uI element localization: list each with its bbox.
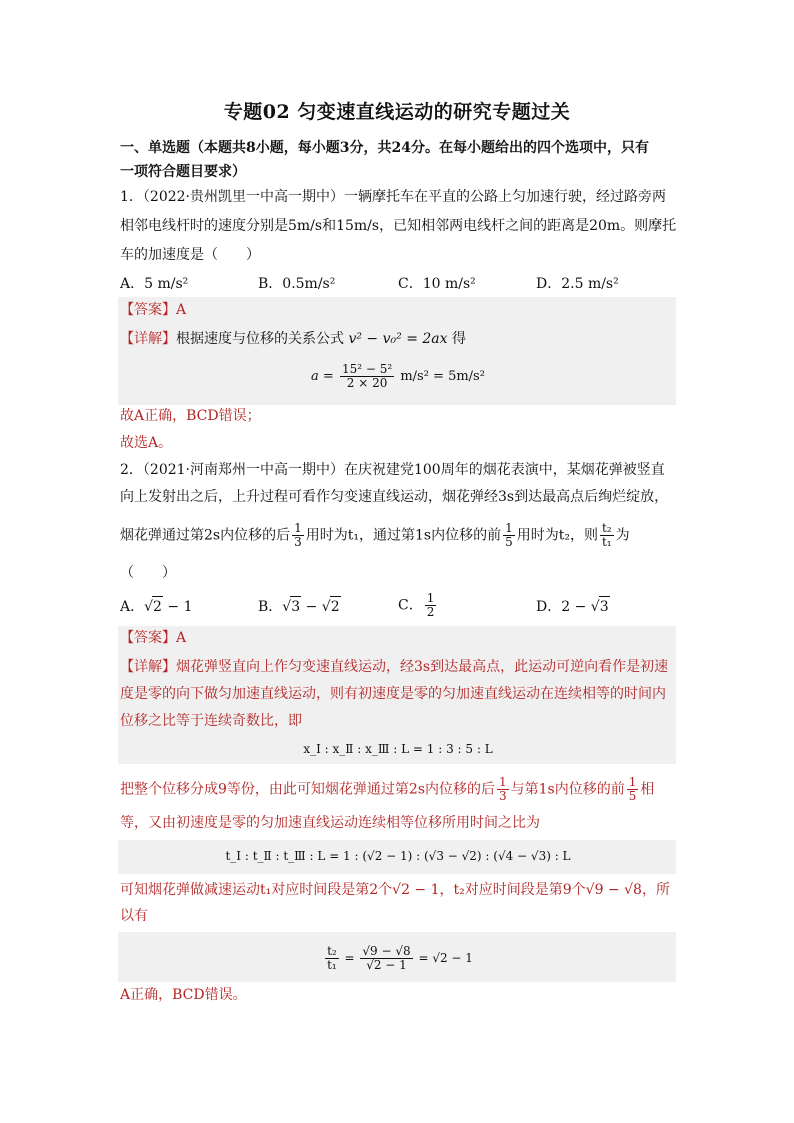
- q1-line2: 相邻电线杆时的速度分别是5m/s和15m/s，已知相邻两电线杆之间的距离是20m。则摩托: [120, 218, 677, 234]
- q1-calc-den: 2 × 20: [346, 376, 388, 390]
- q2-frac-fifth: [503, 522, 515, 549]
- q2-option-c-frac: [425, 592, 437, 619]
- q2-option-c-prefix: C．: [398, 597, 423, 614]
- q2-final-t-den: t₁: [327, 958, 337, 972]
- page-title: 专题02 匀变速直线运动的研究专题过关: [223, 101, 571, 123]
- q2-conclusion: A正确，BCD错误。: [120, 987, 247, 1003]
- q2-line3-b: 用时为t₁，通过第1s内位移的前: [305, 527, 502, 544]
- q2-detail-7: 以有: [120, 908, 148, 924]
- q2-detail-2: 度是零的向下做匀加速直线运动，则有初速度是零的匀加速直线运动在连续相等的时间内: [120, 686, 666, 702]
- q2-detail-frac-fifth-num: 1: [628, 775, 637, 789]
- q1-answer: 【答案】A: [120, 302, 187, 318]
- q2-line3: [120, 522, 676, 549]
- q2-detail-frac-fifth: [627, 776, 639, 803]
- q2-detail-4c: 相: [640, 781, 655, 798]
- q2-detail-1: [120, 657, 676, 677]
- q2-answer: 【答案】A: [120, 630, 187, 646]
- q2-ratio-t: t_Ⅰ : t_Ⅱ : t_Ⅲ : L = 1 : (√2 − 1) : (√3 − √2) : (√4 − √3) : L: [225, 849, 571, 863]
- q1-calc-fraction: [340, 363, 394, 390]
- q2-frac-t-den: t₁: [601, 535, 612, 549]
- q2-frac-third: [292, 522, 304, 549]
- q2-option-a-root: 2: [152, 596, 163, 617]
- q2-detail-1-text: 烟花弹竖直向上作匀变速直线运动，经3s到达最高点，此运动可逆向看作是初速: [176, 659, 669, 675]
- q2-line3-a: 烟花弹通过第2s内位移的后: [120, 527, 291, 544]
- q2-detail-frac-fifth-den: 5: [628, 789, 637, 803]
- q1-detail-formula: v² − v₀² = 2ax: [348, 331, 448, 347]
- q1-calc-lhs: a =: [311, 369, 334, 384]
- q2-option-a-tail: − 1: [162, 599, 193, 615]
- q1-option-d: D．2.5 m/s²: [536, 276, 619, 292]
- q2-option-b-root1: 3: [290, 596, 301, 617]
- q2-detail-frac-third-num: 1: [499, 775, 507, 789]
- q2-line3-d: 为: [615, 527, 630, 544]
- q2-detail-frac-third: [497, 776, 509, 803]
- q1-option-b: B．0.5m/s²: [258, 276, 336, 292]
- q2-detail-4: [120, 776, 676, 803]
- section-heading-line2: 一项符合题目要求）: [120, 164, 246, 180]
- q2-line2: 向上发射出之后，上升过程可看作匀变速直线运动，烟花弹经3s到达最高点后绚烂绽放，: [120, 489, 669, 505]
- q1-calc-num: 15² − 5²: [341, 362, 393, 376]
- q2-final-calc: $\frac{\text{t₂}}{\text{t₁}}$ = $\frac{√9 - √8}{√2 - 1}$ = √2 − 1: [327, 944, 473, 972]
- q1-detail-label: 【详解】: [120, 331, 176, 347]
- q1-option-c: C．10 m/s²: [398, 276, 476, 292]
- q2-detail-4b: 与第1s内位移的前: [510, 781, 625, 798]
- q2-option-a-prefix: A．: [120, 599, 145, 615]
- q1-detail-suffix: 得: [451, 331, 466, 347]
- q2-option-c-den: 2: [426, 605, 435, 619]
- q1-choose: 故选A。: [120, 435, 173, 451]
- q2-frac-t: [600, 522, 614, 549]
- q1-line3: 车的加速度是（ ）: [120, 247, 260, 263]
- q2-option-c: [398, 592, 438, 619]
- q1-line1: 1．（2022·贵州凯里一中高一期中）一辆摩托车在平直的公路上匀加速行驶，经过路旁两: [120, 189, 666, 205]
- q2-detail-5: 等，又由初速度是零的匀加速直线运动连续相等位移所用时间之比为: [120, 815, 540, 831]
- q1-detail: [120, 329, 676, 349]
- q2-final-frac-t: [325, 945, 339, 972]
- q2-frac-fifth-den: 5: [505, 535, 513, 549]
- q2-detail-4a: 把整个位移分成9等份，由此可知烟花弹通过第2s内位移的后: [120, 781, 495, 798]
- q2-frac-t-num: t₂: [601, 521, 612, 535]
- q2-option-b-root2: 2: [330, 596, 341, 617]
- q1-calc: [120, 363, 676, 390]
- q1-conclusion: 故A正确，BCD错误；: [120, 408, 261, 424]
- section-heading-line1: 一、单选题（本题共8小题，每小题3分，共24分。在每小题给出的四个选项中，只有: [120, 140, 649, 156]
- q1-option-a: A．5 m/s²: [120, 276, 189, 292]
- q2-detail-label: 【详解】: [120, 659, 176, 675]
- q2-final-den: √2 − 1: [366, 958, 407, 972]
- q2-ratio-x: x_Ⅰ : x_Ⅱ : x_Ⅲ : L = 1 : 3 : 5 : L: [303, 742, 493, 756]
- q2-detail-6: 可知烟花弹做减速运动t₁对应时间段是第2个√2 − 1，t₂对应时间段是第9个√9 − √8，所: [120, 882, 670, 898]
- q1-detail-text: 根据速度与位移的关系公式: [176, 331, 344, 347]
- q2-option-d-root: 3: [599, 596, 610, 617]
- q2-option-c-num: 1: [426, 591, 435, 605]
- q2-final-rhs: = √2 − 1: [418, 951, 473, 965]
- q2-option-d-prefix: D．2 −: [536, 599, 591, 615]
- q2-option-a: A．√2 − 1: [120, 596, 193, 617]
- q2-option-b-prefix: B．: [258, 599, 283, 615]
- q2-frac-fifth-num: 1: [505, 521, 513, 535]
- q2-line1: 2．（2021·河南郑州一中高一期中）在庆祝建党100周年的烟花表演中，某烟花弹被竖直: [120, 462, 665, 478]
- q2-frac-third-num: 1: [294, 521, 302, 535]
- q1-calc-rhs: m/s² = 5m/s²: [400, 369, 485, 384]
- q2-final-frac: [360, 945, 412, 972]
- q2-option-b-mid: −: [301, 599, 322, 615]
- q2-detail-frac-third-den: 3: [499, 789, 507, 803]
- q2-option-b: B．√3 − √2: [258, 596, 341, 617]
- q2-line3-c: 用时为t₂，则: [516, 527, 598, 544]
- q2-detail-3: 位移之比等于连续奇数比，即: [120, 713, 302, 729]
- q2-final-num: √9 − √8: [362, 944, 411, 958]
- q2-final-t-num: t₂: [327, 944, 337, 958]
- q2-frac-third-den: 3: [294, 535, 302, 549]
- q2-line4: （ ）: [120, 565, 176, 581]
- q2-option-d: D．2 − √3: [536, 596, 610, 617]
